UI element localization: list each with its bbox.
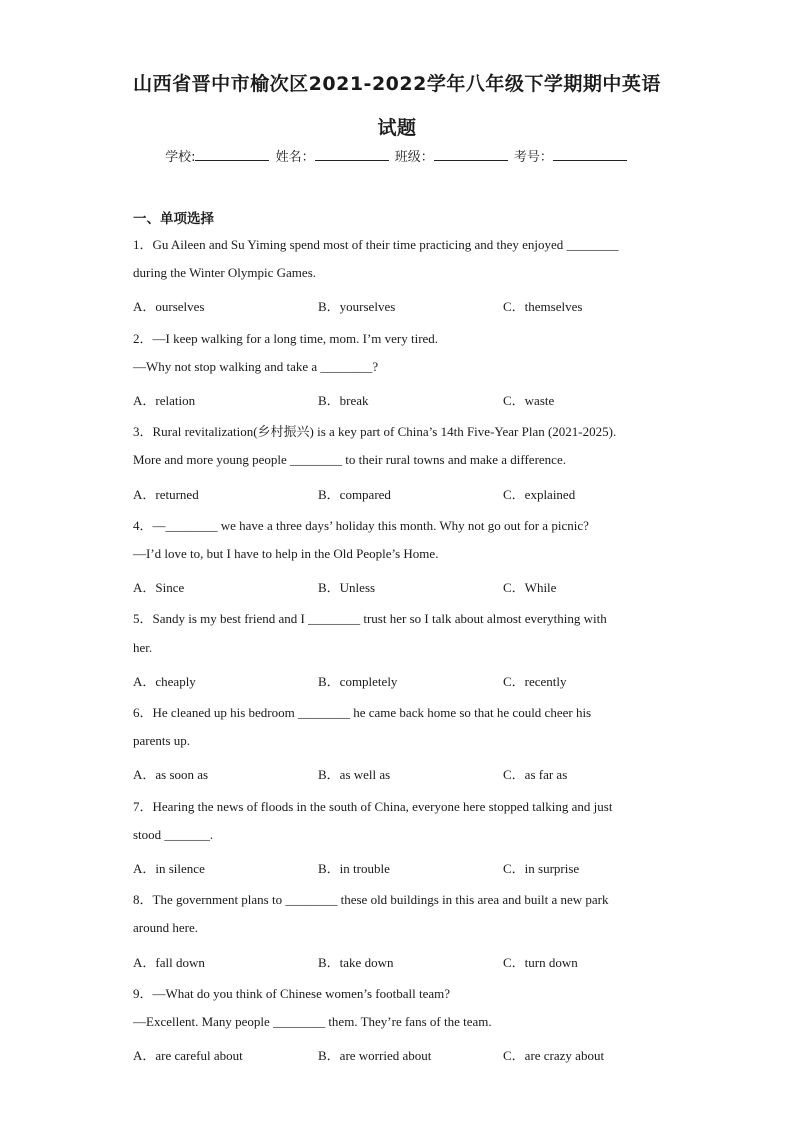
option-c[interactable]: C．are crazy about — [503, 1048, 605, 1063]
question-text: 4．—________ we have a three days’ holiday this month. Why not go out for a picnic? — [133, 518, 589, 533]
option-a[interactable]: A．Since — [133, 580, 185, 595]
question-text: stood _______. — [133, 827, 214, 842]
exam-title-line-1: 山西省晋中市榆次区2021-2022学年八年级下学期期中英语 — [133, 73, 661, 95]
option-b[interactable]: B．break — [318, 393, 369, 408]
option-a[interactable]: A．in silence — [133, 861, 205, 876]
option-c[interactable]: C．turn down — [503, 955, 578, 970]
student-info-row — [0, 146, 794, 165]
option-b[interactable]: B．compared — [318, 487, 391, 502]
question-text: 6．He cleaned up his bedroom ________ he came back home so that he could cheer his — [133, 705, 592, 720]
class-blank[interactable] — [434, 148, 508, 161]
option-a[interactable]: A．fall down — [133, 955, 205, 970]
exam-number-label: 考号： — [513, 150, 553, 165]
question-text: —Why not stop walking and take a ________? — [133, 359, 379, 374]
question-text: 9．—What do you think of Chinese women’s football team? — [133, 986, 450, 1001]
question-text: —I’d love to, but I have to help in the Old People’s Home. — [133, 546, 439, 561]
question-text: 8．The government plans to ________ these old buildings in this area and built a new park — [133, 892, 609, 907]
name-blank[interactable] — [315, 148, 389, 161]
question-text: around here. — [133, 920, 198, 935]
school-label: 学校: — [165, 150, 196, 165]
option-b[interactable]: B．completely — [318, 674, 398, 689]
option-b[interactable]: B．in trouble — [318, 861, 390, 876]
option-a[interactable]: A．relation — [133, 393, 196, 408]
question-text: during the Winter Olympic Games. — [133, 265, 317, 280]
question-text: her. — [133, 640, 153, 655]
option-b[interactable]: B．as well as — [318, 767, 391, 782]
question-text: 3．Rural revitalization(乡村振兴) is a key part of China’s 14th Five-Year Plan (2021-2025). — [133, 424, 617, 439]
exam-number-blank[interactable] — [553, 148, 627, 161]
question-text: More and more young people ________ to their rural towns and make a difference. — [133, 452, 566, 467]
school-blank[interactable] — [195, 148, 269, 161]
option-b[interactable]: B．take down — [318, 955, 394, 970]
option-c[interactable]: C．themselves — [503, 299, 583, 314]
option-b[interactable]: B．are worried about — [318, 1048, 432, 1063]
question-text: 2．—I keep walking for a long time, mom. I’m very tired. — [133, 331, 439, 346]
option-b[interactable]: B．Unless — [318, 580, 376, 595]
question-text: parents up. — [133, 733, 191, 748]
option-c[interactable]: C．waste — [503, 393, 555, 408]
option-c[interactable]: C．recently — [503, 674, 567, 689]
question-text: 5．Sandy is my best friend and I ________ trust her so I talk about almost everything with — [133, 611, 607, 626]
option-a[interactable]: A．returned — [133, 487, 199, 502]
question-text: 1．Gu Aileen and Su Yiming spend most of their time practicing and they enjoyed ________ — [133, 237, 619, 252]
exam-title-line-2: 试题 — [377, 117, 417, 139]
option-c[interactable]: C．explained — [503, 487, 576, 502]
name-label: 姓名： — [275, 150, 315, 165]
option-c[interactable]: C．in surprise — [503, 861, 580, 876]
option-a[interactable]: A．ourselves — [133, 299, 205, 314]
option-b[interactable]: B．yourselves — [318, 299, 396, 314]
question-text: 7．Hearing the news of floods in the south of China, everyone here stopped talking and just — [133, 799, 613, 814]
class-label: 班级： — [394, 150, 434, 165]
option-a[interactable]: A．are careful about — [133, 1048, 243, 1063]
option-c[interactable]: C．as far as — [503, 767, 568, 782]
option-a[interactable]: A．as soon as — [133, 767, 209, 782]
section-heading: 一、单项选择 — [133, 211, 214, 227]
option-a[interactable]: A．cheaply — [133, 674, 196, 689]
question-text: —Excellent. Many people ________ them. They’re fans of the team. — [133, 1014, 492, 1029]
option-c[interactable]: C．While — [503, 580, 557, 595]
